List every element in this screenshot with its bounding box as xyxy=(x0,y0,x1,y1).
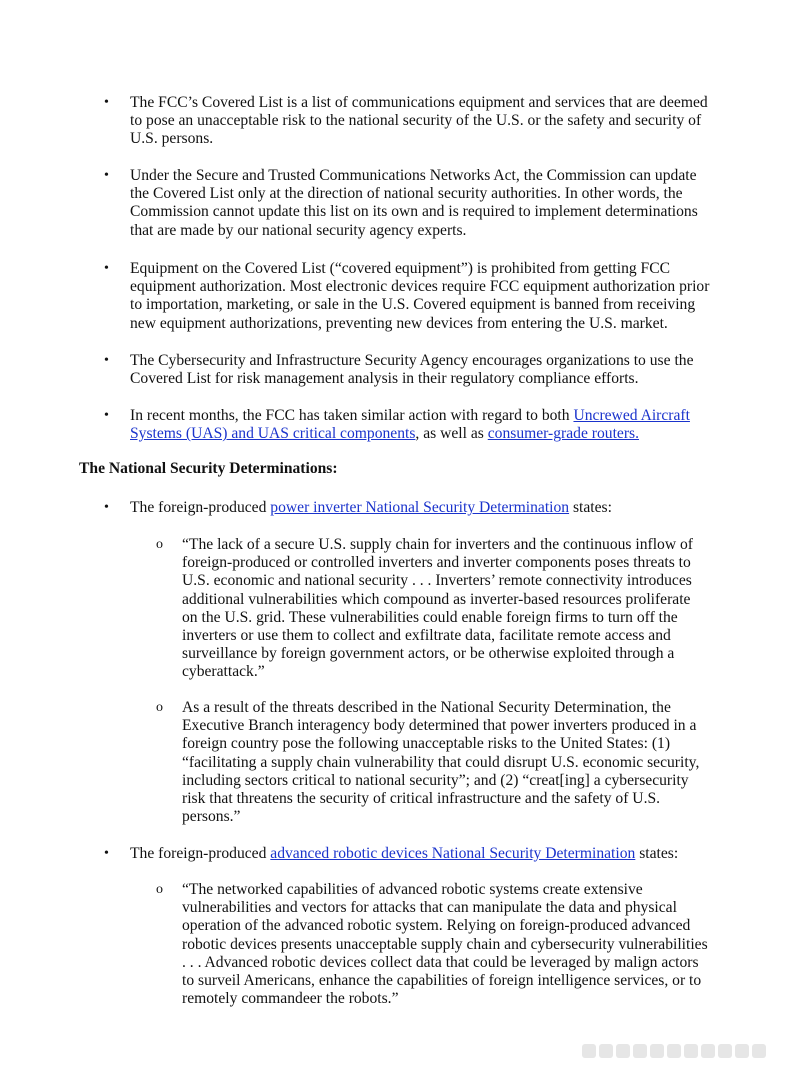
sub-bullet-marker: o xyxy=(156,700,163,715)
text-line: persons.” xyxy=(182,808,241,826)
bullet-marker: • xyxy=(104,353,109,368)
text-line: to importation, marketing, or sale in the U.S. Covered equipment is banned from receiving xyxy=(130,296,696,314)
text-line: remotely commandeer the robots.” xyxy=(182,990,399,1008)
text-line: risk that threatens the security of critical infrastructure and the safety of U.S. xyxy=(182,790,661,808)
text-line: including sectors critical to national security”; and (2) “creat[ing] a cybersecurity xyxy=(182,771,689,789)
text-line xyxy=(130,499,730,517)
text-line: robotic devices presents unacceptable supply chain and cybersecurity vulnerabilities xyxy=(182,935,708,953)
text-line xyxy=(130,425,730,443)
text-line: The Cybersecurity and Infrastructure Security Agency encourages organizations to use the xyxy=(130,352,694,369)
text-line: foreign country pose the following unacceptable risks to the United States: (1) xyxy=(182,735,671,753)
text-line: inverters or use them to collect and exfiltrate data, facilitate remote access and xyxy=(182,627,671,645)
text-line: U.S. economic and national security . . . Inverters’ remote connectivity introduces xyxy=(182,572,692,590)
robotic-devices-link[interactable]: advanced robotic devices National Security Determination xyxy=(270,845,636,862)
cisa-paragraph xyxy=(130,352,730,388)
routers-link[interactable]: consumer-grade routers. xyxy=(487,425,639,443)
text-line: “The lack of a secure U.S. supply chain for inverters and the continuous inflow of xyxy=(182,536,693,553)
bullet-marker: • xyxy=(104,408,109,423)
secure-networks-act-paragraph xyxy=(130,167,730,240)
text-segment: The foreign-produced xyxy=(130,845,271,862)
text-segment: states: xyxy=(635,845,679,862)
text-line xyxy=(130,407,730,425)
recent-actions-paragraph xyxy=(130,407,730,443)
text-line: to surveil Americans, enhance the capabilities of foreign intelligence services, or to xyxy=(182,972,702,990)
text-line: vulnerabilities and vectors for attacks that can manipulate the data and physical xyxy=(182,899,677,917)
robotic-devices-determination xyxy=(130,845,730,863)
text-line: operation of the advanced robotic system. Relying on foreign-produced advanced xyxy=(182,917,691,935)
text-line: “The networked capabilities of advanced robotic systems create extensive xyxy=(182,881,643,898)
text-line: that are made by our national security agency experts. xyxy=(130,221,467,239)
bullet-marker: • xyxy=(104,500,109,515)
inverter-risks-paragraph xyxy=(182,699,722,826)
inverter-quote xyxy=(182,536,722,682)
watermark xyxy=(582,1044,792,1066)
text-line: cyberattack.” xyxy=(182,663,265,681)
text-line: additional vulnerabilities which compound as inverter-based resources proliferate xyxy=(182,590,691,608)
text-line: surveillance by foreign government actors, or be otherwise exploited through a xyxy=(182,645,675,663)
text-line: Under the Secure and Trusted Communications Networks Act, the Commission can update xyxy=(130,167,697,184)
power-inverter-link[interactable]: power inverter National Security Determination xyxy=(270,499,570,516)
text-line: foreign-produced or controlled inverters and inverter components poses threats to xyxy=(182,554,691,572)
covered-equipment-paragraph xyxy=(130,260,730,333)
text-line: The FCC’s Covered List is a list of communications equipment and services that are deemed xyxy=(130,94,708,111)
uas-link[interactable]: Uncrewed Aircraft xyxy=(573,407,690,424)
text-line: Equipment on the Covered List (“covered equipment”) is prohibited from getting FCC xyxy=(130,260,671,277)
text-line: Covered List for risk management analysis in their regulatory compliance efforts. xyxy=(130,370,639,388)
text-segment: In recent months, the FCC has taken similar action with regard to both xyxy=(130,407,574,424)
text-line xyxy=(130,845,730,863)
text-line: As a result of the threats described in the National Security Determination, the xyxy=(182,699,671,716)
text-line: . . . Advanced robotic devices collect data that could be leveraged by malign actors xyxy=(182,953,699,971)
text-line: Commission cannot update this list on its own and is required to implement determinations xyxy=(130,203,698,221)
bullet-marker: • xyxy=(104,95,109,110)
text-line: to pose an unacceptable risk to the national security of the U.S. or the safety and security of xyxy=(130,112,702,130)
robotics-quote xyxy=(182,881,722,1008)
covered-list-paragraph xyxy=(130,94,730,149)
sub-bullet-marker: o xyxy=(156,882,163,897)
text-segment: states: xyxy=(569,499,612,516)
text-line: new equipment authorizations, preventing new devices from entering the U.S. market. xyxy=(130,314,668,332)
text-line: the Covered List only at the direction of national security authorities. In other words, the xyxy=(130,185,683,203)
text-line: on the U.S. grid. These vulnerabilities could enable foreign firms to turn off the xyxy=(182,608,678,626)
bullet-marker: • xyxy=(104,261,109,276)
text-segment: The foreign-produced xyxy=(130,499,271,516)
text-line: U.S. persons. xyxy=(130,130,214,148)
bullet-marker: • xyxy=(104,846,109,861)
section-heading: The National Security Determinations: xyxy=(79,460,338,477)
text-line: “facilitating a supply chain vulnerability that could disrupt U.S. economic security, xyxy=(182,753,700,771)
text-line: equipment authorization. Most electronic devices require FCC equipment authorization prior xyxy=(130,278,710,296)
uas-link-continued[interactable]: Systems (UAS) and UAS critical components xyxy=(130,425,416,443)
text-line: Executive Branch interagency body determined that power inverters produced in a xyxy=(182,717,697,735)
power-inverter-determination xyxy=(130,499,730,517)
text-segment: , as well as xyxy=(415,425,488,443)
bullet-marker: • xyxy=(104,168,109,183)
sub-bullet-marker: o xyxy=(156,537,163,552)
